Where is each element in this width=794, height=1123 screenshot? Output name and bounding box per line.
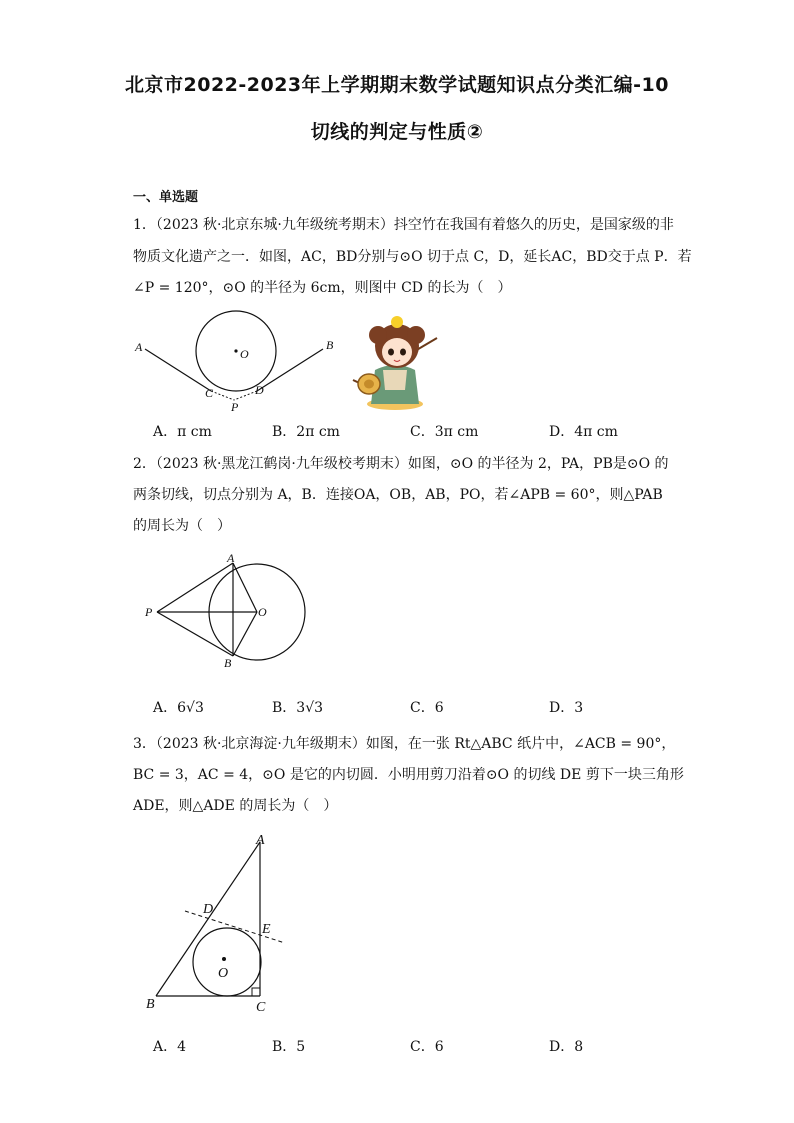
q2-label-A: A (227, 551, 235, 565)
q3-text-line2: BC = 3，AC = 4，⊙O 是它的内切圆．小明用剪刀沿着⊙O 的切线 DE 剪下一块三角形 (133, 767, 684, 783)
section-label: 一、单选题 (133, 190, 199, 205)
q2-label-P: P (145, 605, 153, 619)
q3-label-E: E (262, 922, 271, 937)
q1-label-D: D (255, 383, 264, 397)
q2-text-line1: 2．（2023 秋·黑龙江鹤岗·九年级校考期末）如图，⊙O 的半径为 2，PA，PB是⊙O 的 (133, 456, 669, 472)
q2-option-a: A．6√3 (153, 700, 204, 716)
q2-figure (140, 548, 320, 673)
q1-option-c: C．3π cm (410, 424, 479, 440)
q3-label-A: A (256, 833, 265, 848)
q2-text-line3: 的周长为（ ） (133, 518, 231, 534)
q3-text-line3: ADE，则△ADE 的周长为（ ） (133, 798, 338, 814)
cartoon-girl-illustration (345, 308, 445, 413)
q3-label-O: O (218, 966, 229, 981)
q3-label-C: C (256, 1000, 266, 1015)
page-subtitle: 切线的判定与性质② (310, 121, 484, 143)
q2-label-O: O (258, 605, 267, 619)
q3-option-c: C．6 (410, 1039, 444, 1055)
q1-text-line3: ∠P = 120°，⊙O 的半径为 6cm，则图中 CD 的长为（ ） (133, 280, 512, 296)
q3-figure (140, 830, 310, 1020)
q1-figure (133, 305, 353, 415)
q2-option-d: D．3 (549, 700, 584, 716)
q3-text-line1: 3．（2023 秋·北京海淀·九年级期末）如图，在一张 Rt△ABC 纸片中，∠ACB = 90°， (133, 736, 676, 752)
q2-label-B: B (224, 656, 232, 670)
q1-label-P: P (231, 400, 239, 414)
q3-option-a: A．4 (153, 1039, 187, 1055)
q1-option-b: B．2π cm (272, 424, 340, 440)
q1-text-line1: 1．（2023 秋·北京东城·九年级统考期末）抖空竹在我国有着悠久的历史，是国家级的非 (133, 217, 674, 233)
q2-option-c: C．6 (410, 700, 444, 716)
q1-option-a: A．π cm (153, 424, 212, 440)
q1-label-B: B (326, 338, 334, 352)
q1-option-d: D．4π cm (549, 424, 618, 440)
q2-text-line2: 两条切线，切点分别为 A，B．连接OA，OB，AB，PO，若∠APB = 60°，则△PAB (133, 487, 663, 503)
page-title: 北京市2022-2023年上学期期末数学试题知识点分类汇编-10 (125, 74, 669, 96)
q1-label-O: O (240, 347, 249, 361)
q1-label-C: C (205, 386, 214, 400)
q3-label-B: B (146, 997, 155, 1012)
q2-option-b: B．3√3 (272, 700, 324, 716)
q3-option-d: D．8 (549, 1039, 584, 1055)
q3-label-D: D (203, 902, 214, 917)
q1-label-A: A (135, 340, 143, 354)
q3-option-b: B．5 (272, 1039, 306, 1055)
q1-text-line2: 物质文化遗产之一．如图，AC，BD分别与⊙O 切于点 C，D，延长AC，BD交于点 P．若 (133, 249, 692, 265)
